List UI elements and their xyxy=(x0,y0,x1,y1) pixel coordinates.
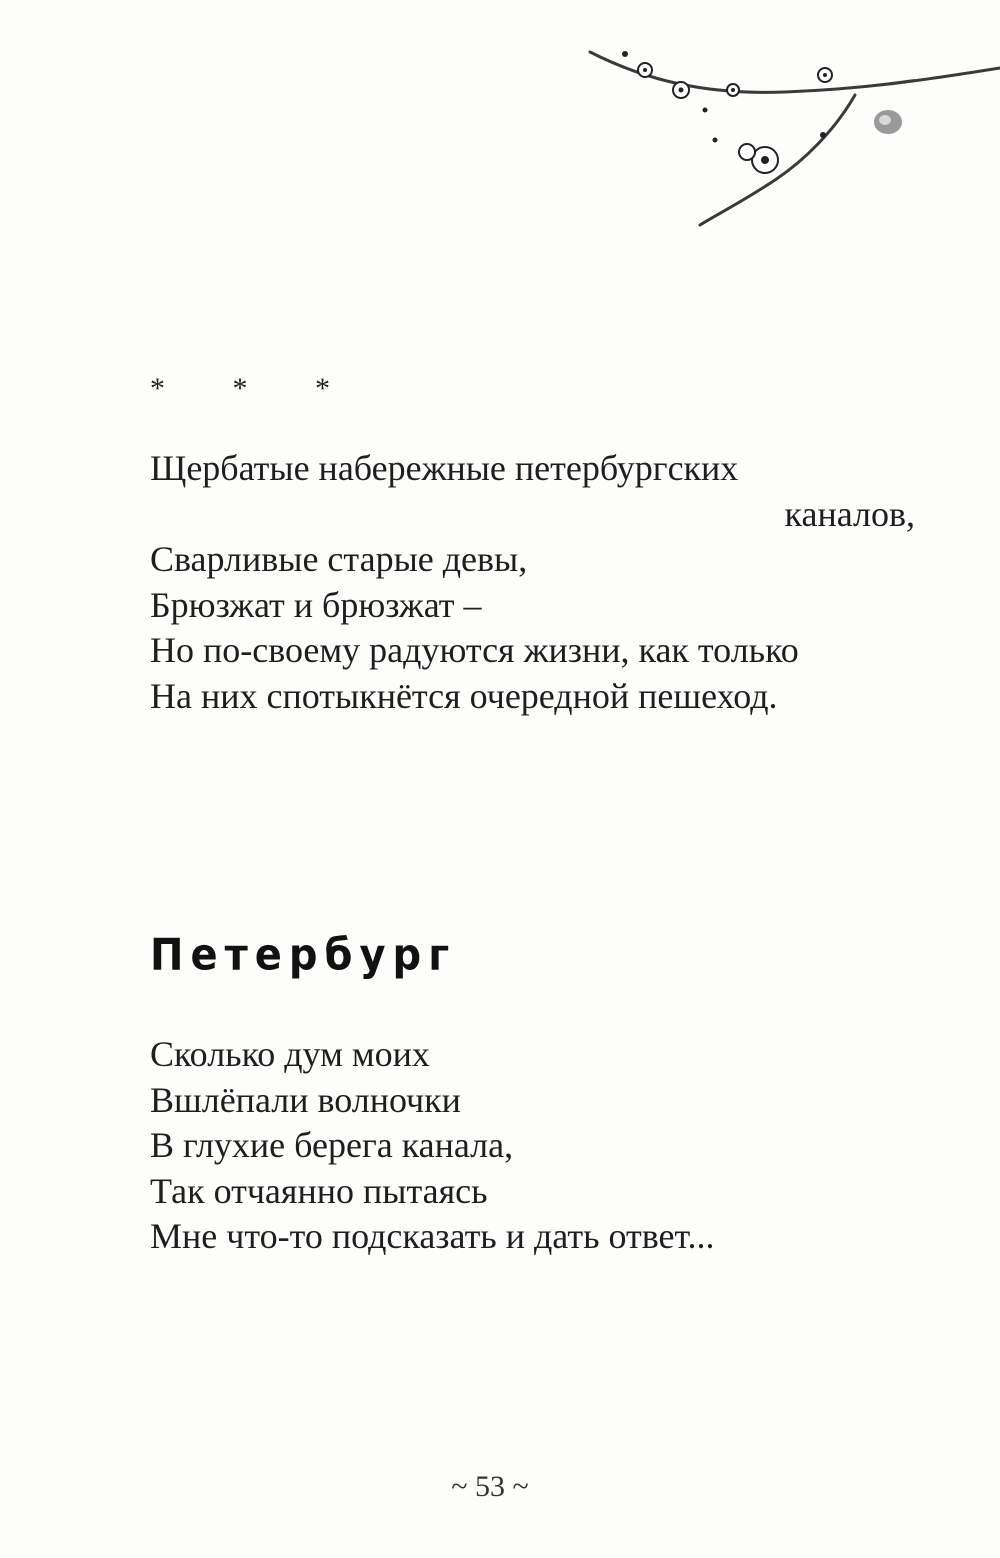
poem-line: Вшлёпали волночки xyxy=(150,1079,461,1120)
poem-title: Петербург xyxy=(150,930,457,981)
page-number: ~ 53 ~ xyxy=(451,1470,529,1503)
poem-line: Сколько дум моих xyxy=(150,1034,430,1074)
section-marker: * * * xyxy=(150,372,360,405)
poem-line: Так отчаянно пытаясь xyxy=(150,1170,488,1211)
poem-line: На них спотыкнётся очередной пешеход. xyxy=(150,675,778,716)
poem-line: Но по-своему радуются жизни, как только xyxy=(150,630,799,670)
poem-line: каналов, xyxy=(784,493,915,534)
blossom-branch-icon xyxy=(585,40,1000,230)
poem-untitled xyxy=(150,446,915,719)
poem-line: В глухие берега канала, xyxy=(150,1125,514,1165)
poem-line: Мне что-то подсказать и дать ответ... xyxy=(150,1216,715,1256)
poem-peterburg xyxy=(150,1032,715,1260)
poem-line: Брюзжат и брюзжат – xyxy=(150,584,482,625)
poem-line: Сварливые старые девы, xyxy=(150,539,528,579)
poem-line: Щербатые набережные петербургских xyxy=(150,448,739,488)
